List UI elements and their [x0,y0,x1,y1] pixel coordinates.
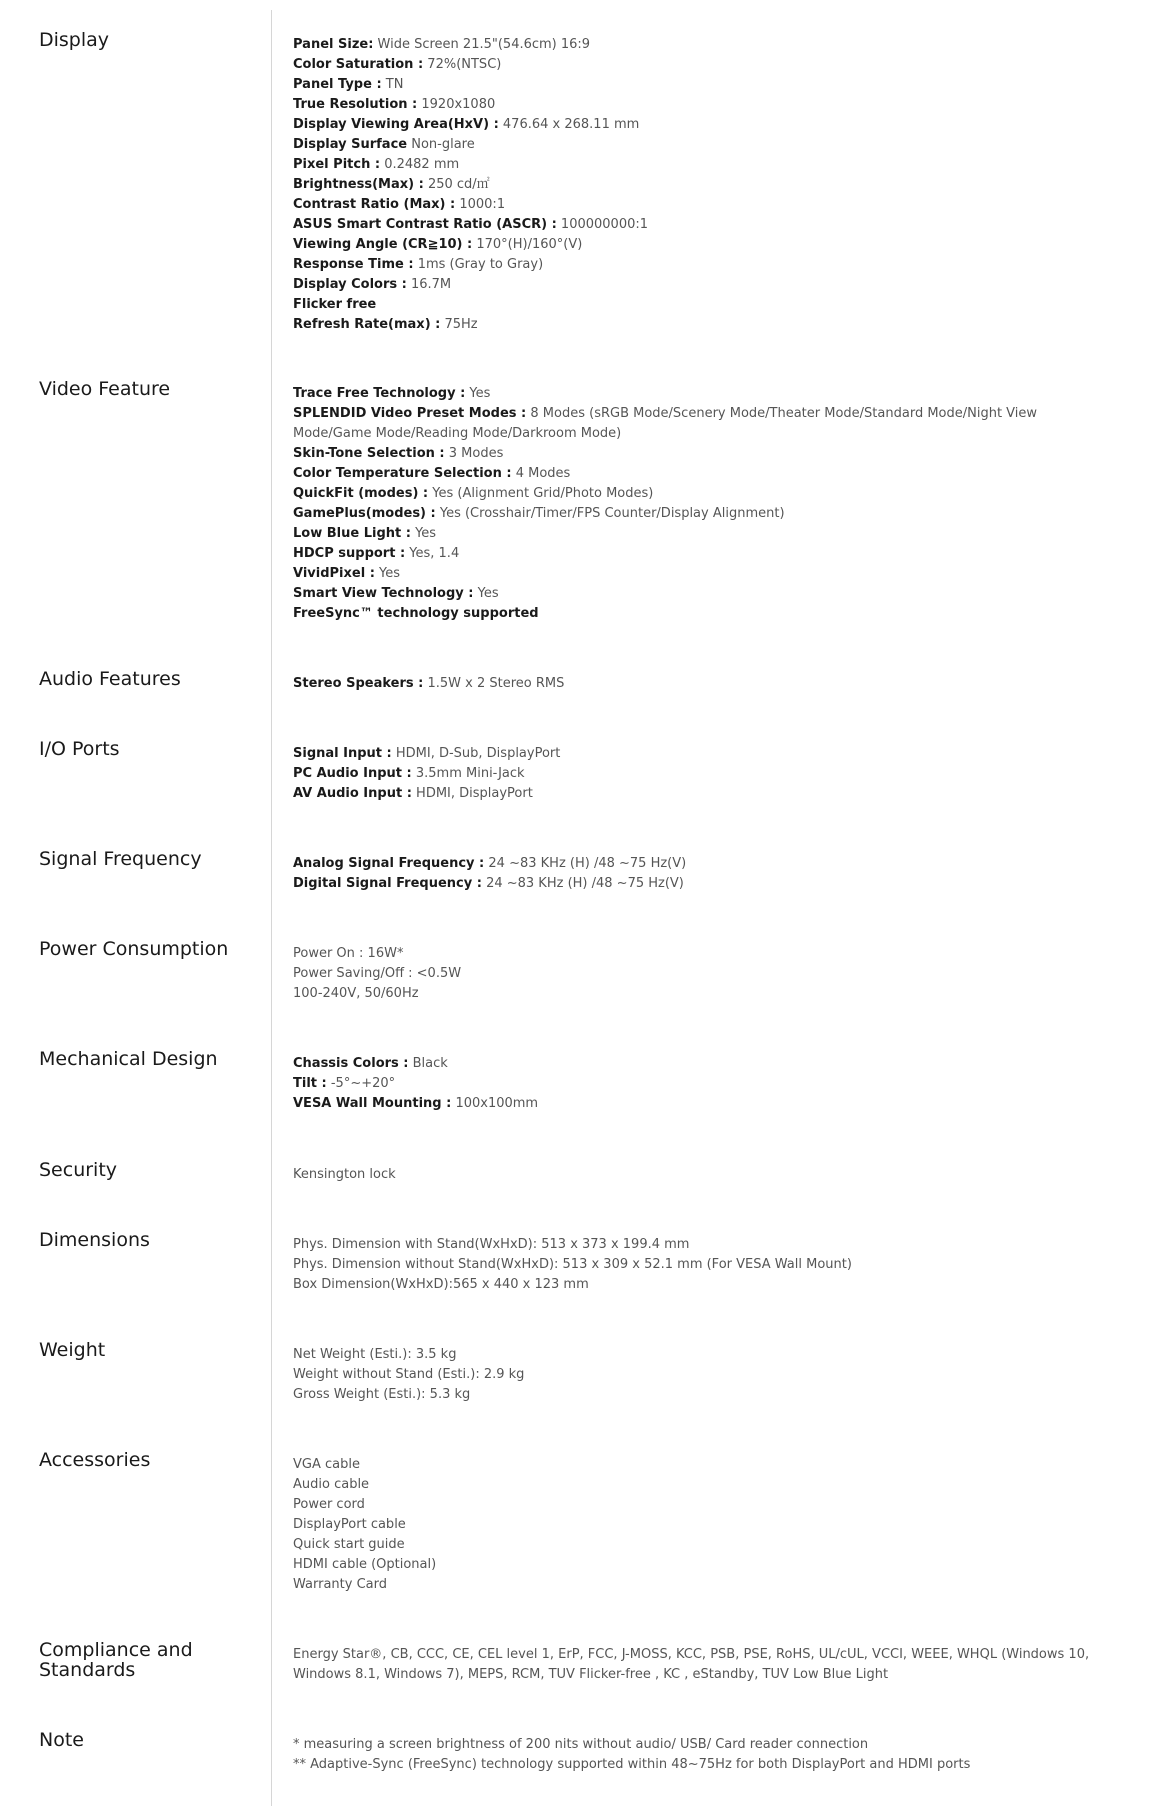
spec-category-label: Compliance and Standards [39,1639,193,1681]
spec-line [293,964,1113,984]
spec-line [293,1255,1113,1275]
spec-key: Digital Signal Frequency : [293,876,482,891]
spec-values [293,1235,1113,1295]
spec-values [293,1054,1113,1114]
spec-category-label: Audio Features [39,668,181,690]
spec-line [293,384,1113,404]
spec-value: 100-240V, 50/60Hz [293,986,419,1001]
spec-category-label: I/O Ports [39,738,120,760]
spec-category-label: Video Feature [39,378,171,400]
spec-category-label: Dimensions [39,1229,150,1251]
spec-line [293,1365,1113,1385]
spec-value: Energy Star®, CB, CCC, CE, CEL level 1, ErP, FCC, J-MOSS, KCC, PSB, PSE, RoHS, UL/cUL, VCCI, WEEE, WHQL (Windows 10, Windows 8.1, Windows 7), MEPS, RCM, TUV Flicker-free , KC , eStandby, TUV Low Blue Light [293,1647,1090,1682]
spec-line [293,1094,1113,1114]
spec-line [293,404,1113,444]
spec-key: Display Surface [293,137,408,152]
spec-key: Signal Input : [293,746,392,761]
spec-line [293,215,1113,235]
spec-category-label: Accessories [39,1449,151,1471]
spec-value: 3.5mm Mini-Jack [411,766,525,781]
spec-line [293,1555,1113,1575]
spec-line [293,874,1113,894]
spec-value: ** Adaptive-Sync (FreeSync) technology supported within 48~75Hz for both DisplayPort and HDMI ports [293,1757,971,1772]
spec-value: DisplayPort cable [293,1517,406,1532]
spec-values [293,674,1113,694]
spec-line [293,1235,1113,1255]
spec-line [293,504,1113,524]
spec-line [293,315,1113,335]
spec-value: Yes [410,526,437,541]
spec-value: HDMI, DisplayPort [411,786,533,801]
spec-key: SPLENDID Video Preset Modes : [293,406,527,421]
spec-key: Skin-Tone Selection : [293,446,445,461]
spec-value: 4 Modes [511,466,571,481]
spec-line [293,764,1113,784]
spec-category-label: Display [39,29,110,51]
spec-key: Refresh Rate(max) : [293,317,441,332]
spec-line [293,744,1113,764]
spec-line [293,1495,1113,1515]
spec-line [293,1535,1113,1555]
spec-line [293,524,1113,544]
spec-key: VESA Wall Mounting : [293,1096,452,1111]
spec-key: True Resolution : [293,97,418,112]
spec-line [293,444,1113,464]
spec-key: Viewing Angle (CR≧10) : [293,237,473,252]
spec-category-label: Security [39,1159,118,1181]
spec-value: Quick start guide [293,1537,405,1552]
spec-key: Stereo Speakers : [293,676,424,691]
spec-line [293,75,1113,95]
spec-line [293,235,1113,255]
spec-value: 3 Modes [444,446,504,461]
spec-line [293,984,1113,1004]
spec-value: 0.2482 mm [380,157,460,172]
spec-value: 24 ~83 KHz (H) /48 ~75 Hz(V) [481,876,684,891]
spec-values [293,1735,1113,1775]
spec-line [293,1755,1113,1775]
spec-value: Yes (Crosshair/Timer/FPS Counter/Display Alignment) [435,506,785,521]
spec-value: 16.7M [406,277,452,292]
spec-key: Flicker free [293,297,377,312]
spec-line [293,604,1113,624]
spec-category-label: Weight [39,1339,106,1361]
spec-value: 8 Modes (sRGB Mode/Scenery Mode/Theater Mode/Standard Mode/Night View Mode/Game Mode/Reading Mode/Darkroom Mode) [293,406,1038,441]
spec-value: Yes [473,586,499,601]
spec-value: -5°~+20° [326,1076,396,1091]
spec-key: VividPixel : [293,566,375,581]
spec-line [293,55,1113,75]
spec-value: Non-glare [407,137,475,152]
spec-line [293,95,1113,115]
spec-line [293,1385,1113,1405]
spec-value: Power Saving/Off : <0.5W [293,966,462,981]
spec-line [293,255,1113,275]
spec-values [293,744,1113,804]
spec-value: Yes (Alignment Grid/Photo Modes) [428,486,654,501]
spec-value: 1000:1 [455,197,506,212]
spec-line [293,1515,1113,1535]
spec-key: Tilt : [293,1076,327,1091]
spec-category-label: Power Consumption [39,938,229,960]
spec-line [293,295,1113,315]
spec-value: 476.64 x 268.11 mm [498,117,640,132]
spec-value: 100x100mm [451,1096,539,1111]
spec-line [293,135,1113,155]
spec-key: Low Blue Light : [293,526,411,541]
spec-value: 72%(NTSC) [423,57,502,72]
spec-value: Warranty Card [293,1577,387,1592]
spec-value: 75Hz [440,317,478,332]
spec-value: TN [381,77,404,92]
spec-value: Box Dimension(WxHxD):565 x 440 x 123 mm [293,1277,589,1292]
spec-value: HDMI, D-Sub, DisplayPort [391,746,561,761]
spec-values [293,944,1113,1004]
spec-line [293,1455,1113,1475]
spec-value: HDMI cable (Optional) [293,1557,437,1572]
spec-line [293,155,1113,175]
spec-value: Power cord [293,1497,365,1512]
spec-key: AV Audio Input : [293,786,412,801]
spec-value: Kensington lock [293,1167,396,1182]
spec-value: Audio cable [293,1477,370,1492]
spec-key: FreeSync™ technology supported [293,606,539,621]
spec-line [293,544,1113,564]
spec-values [293,1345,1113,1405]
spec-value: Phys. Dimension with Stand(WxHxD): 513 x 373 x 199.4 mm [293,1237,690,1252]
spec-value: Power On : 16W* [293,946,404,961]
spec-values [293,1455,1113,1595]
spec-value: Phys. Dimension without Stand(WxHxD): 513 x 309 x 52.1 mm (For VESA Wall Mount) [293,1257,852,1272]
spec-value: 1ms (Gray to Gray) [413,257,544,272]
spec-value: 100000000:1 [556,217,649,232]
spec-values [293,1645,1113,1685]
spec-line [293,195,1113,215]
spec-line [293,944,1113,964]
spec-value: 24 ~83 KHz (H) /48 ~75 Hz(V) [484,856,687,871]
spec-key: Chassis Colors : [293,1056,409,1071]
spec-key: PC Audio Input : [293,766,412,781]
spec-key: QuickFit (modes) : [293,486,429,501]
spec-value: 170°(H)/160°(V) [472,237,583,252]
spec-line [293,784,1113,804]
spec-line [293,1645,1113,1685]
spec-line [293,1345,1113,1365]
spec-line [293,484,1113,504]
spec-line [293,464,1113,484]
spec-line [293,115,1113,135]
spec-line [293,35,1113,55]
spec-key: Brightness(Max) : [293,177,424,192]
spec-value: Black [408,1056,448,1071]
spec-values [293,384,1113,624]
spec-values [293,35,1113,335]
spec-key: Color Temperature Selection : [293,466,512,481]
spec-category-label: Signal Frequency [39,848,202,870]
spec-value: * measuring a screen brightness of 200 nits without audio/ USB/ Card reader connection [293,1737,869,1752]
spec-value: VGA cable [293,1457,360,1472]
spec-category-label: Note [39,1729,84,1751]
spec-key: Analog Signal Frequency : [293,856,485,871]
spec-line [293,1074,1113,1094]
spec-value: 1920x1080 [417,97,496,112]
spec-line [293,584,1113,604]
spec-line [293,674,1113,694]
spec-line [293,275,1113,295]
spec-value: Yes [374,566,401,581]
spec-value: 250 cd/㎡ [423,177,490,192]
spec-key: GamePlus(modes) : [293,506,436,521]
spec-category-label: Mechanical Design [39,1048,218,1070]
spec-key: Color Saturation : [293,57,424,72]
spec-key: Contrast Ratio (Max) : [293,197,456,212]
spec-value: 1.5W x 2 Stereo RMS [423,676,565,691]
spec-value: Wide Screen 21.5"(54.6cm) 16:9 [373,37,591,52]
spec-key: Smart View Technology : [293,586,474,601]
spec-line [293,1054,1113,1074]
spec-line [293,1475,1113,1495]
column-divider [271,10,272,1806]
spec-key: Trace Free Technology : [293,386,466,401]
spec-key: Pixel Pitch : [293,157,381,172]
spec-line [293,1165,1113,1185]
spec-value: Weight without Stand (Esti.): 2.9 kg [293,1367,525,1382]
spec-line [293,854,1113,874]
spec-value: Gross Weight (Esti.): 5.3 kg [293,1387,471,1402]
spec-value: Net Weight (Esti.): 3.5 kg [293,1347,457,1362]
spec-line [293,1735,1113,1755]
spec-key: Display Colors : [293,277,407,292]
spec-line [293,1575,1113,1595]
spec-key: HDCP support : [293,546,406,561]
spec-value: Yes, 1.4 [405,546,460,561]
spec-key: Response Time : [293,257,414,272]
spec-key: Panel Size: [293,37,374,52]
spec-key: ASUS Smart Contrast Ratio (ASCR) : [293,217,557,232]
spec-key: Panel Type : [293,77,382,92]
spec-value: Yes [465,386,491,401]
spec-line [293,1275,1113,1295]
spec-values [293,1165,1113,1185]
spec-line [293,175,1113,195]
spec-line [293,564,1113,584]
spec-values [293,854,1113,894]
spec-key: Display Viewing Area(HxV) : [293,117,499,132]
